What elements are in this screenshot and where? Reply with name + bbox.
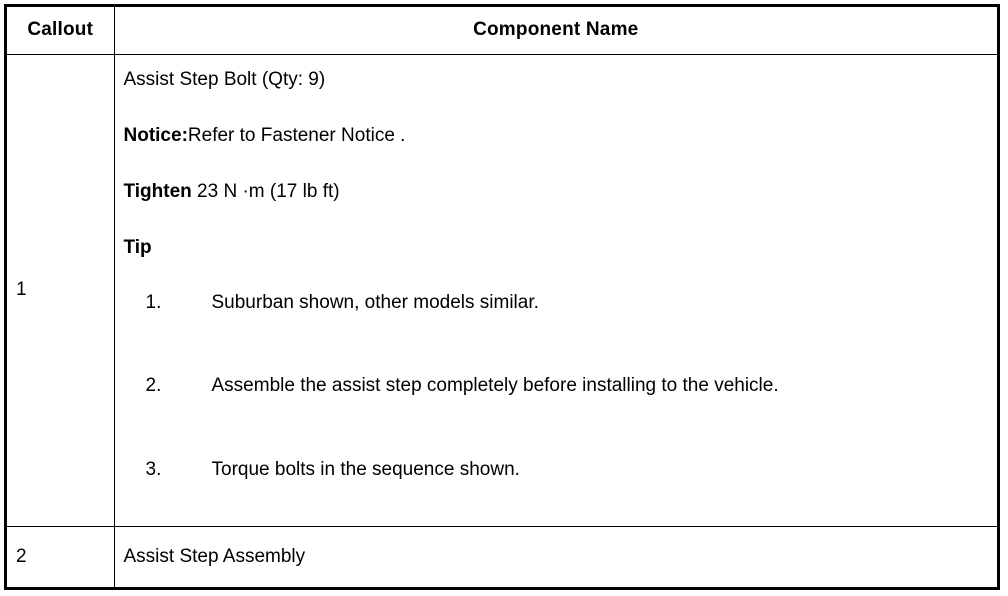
tip-item xyxy=(146,459,520,481)
header-callout: Callout xyxy=(7,7,114,54)
notice-text: Refer to Fastener Notice . xyxy=(187,125,406,147)
tip-text: Torque bolts in the sequence shown. xyxy=(211,459,520,481)
tip-item xyxy=(146,375,779,397)
tip-text: Suburban shown, other models similar. xyxy=(211,292,539,314)
callout-cell: 2 xyxy=(7,526,114,587)
notice-line xyxy=(124,125,406,147)
tip-item xyxy=(146,292,539,314)
tip-label: Tip xyxy=(123,237,152,259)
component-cell xyxy=(114,54,997,526)
component-name-text: Assist Step Bolt (Qty: 9) xyxy=(123,69,326,91)
tip-text: Assemble the assist step completely before installing to the vehicle. xyxy=(211,375,779,397)
tighten-text: 23 N ·m (17 lb ft) xyxy=(191,181,340,203)
tighten-line xyxy=(124,181,340,203)
component-cell: Assist Step Assembly xyxy=(114,526,997,587)
tip-number: 2. xyxy=(145,375,162,397)
table-header-row xyxy=(7,7,997,54)
table-row xyxy=(7,54,997,526)
tip-number: 3. xyxy=(145,459,162,481)
tip-label-line xyxy=(124,237,152,259)
tip-number: 1. xyxy=(145,292,162,314)
header-component-name: Component Name xyxy=(114,7,997,54)
callout-cell: 1 xyxy=(7,54,114,526)
component-table xyxy=(7,7,997,587)
tighten-label: Tighten xyxy=(123,181,192,203)
table-row xyxy=(7,526,997,587)
notice-label: Notice: xyxy=(123,125,188,147)
component-table-frame xyxy=(4,4,1000,590)
